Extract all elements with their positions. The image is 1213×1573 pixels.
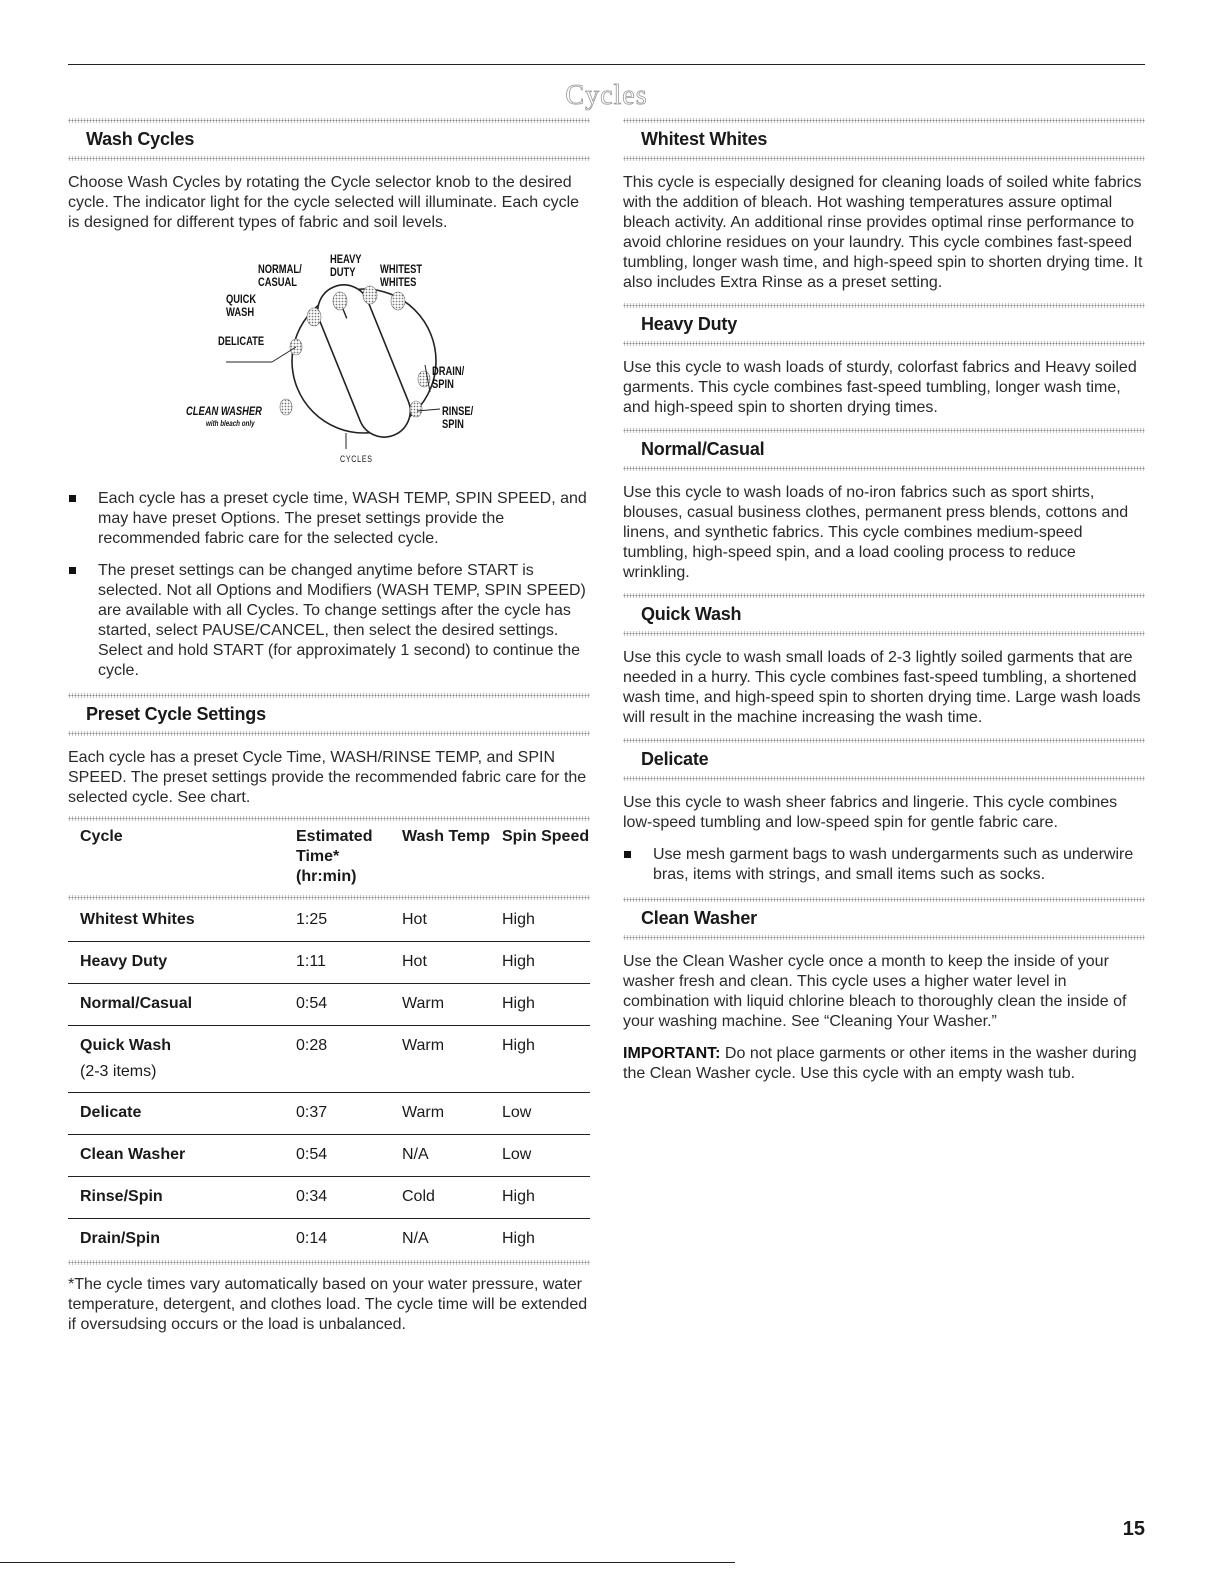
important-note [623, 1044, 1145, 1084]
table-header-row [68, 821, 590, 895]
divider [623, 466, 1145, 471]
dial-knob-icon [68, 237, 590, 477]
divider [623, 341, 1145, 346]
cycle-section [623, 303, 1145, 418]
table-row [68, 1093, 590, 1135]
dial-label-bleach-only: with bleach only [206, 419, 255, 428]
divider [68, 731, 590, 736]
cell-time: 1:25 [296, 911, 328, 928]
preset-cycle-table [68, 816, 590, 1265]
dial-label-normal: NORMAL/ CASUAL [258, 262, 302, 289]
cycle-name: Heavy Duty [80, 953, 168, 970]
bullet-square-icon [624, 851, 631, 858]
section-heading: Normal/Casual [641, 439, 765, 459]
cell-time: 0:54 [296, 1146, 328, 1163]
table-row [68, 1177, 590, 1219]
cell-spin: High [502, 995, 535, 1012]
section-paragraph: Use this cycle to wash loads of sturdy, colorfast fabrics and Heavy soiled garments. This cycle combines fast-speed tumbling, longer wash time, and high-speed spin to shorten drying times. [623, 359, 1137, 416]
cell-temp: Hot [402, 911, 427, 928]
section-heading: Clean Washer [641, 908, 757, 928]
table-footnote: *The cycle times vary automatically based on your water pressure, water temperature, detergent, and clothes load. The cycle time will be extended if oversudsing occurs or the load is unbalanced. [68, 1276, 588, 1333]
dial-label-drain: DRAIN/ SPIN [432, 364, 465, 391]
dial-label-rinse: RINSE/ SPIN [442, 404, 474, 431]
wash-cycles-intro: Choose Wash Cycles by rotating the Cycle selector knob to the desired cycle. The indicator light for the cycle selected will illuminate. Each cycle is designed for different types of fabric and soil levels. [68, 174, 580, 231]
divider [68, 1260, 590, 1265]
cell-cycle [68, 1187, 296, 1208]
preset-intro: Each cycle has a preset Cycle Time, WASH/RINSE TEMP, and SPIN SPEED. The preset settings provide the recommended fabric care for the selected cycle. See chart. [68, 749, 587, 806]
cycle-section [623, 738, 1145, 885]
section-paragraph: This cycle is especially designed for cleaning loads of soiled white fabrics with the addition of bleach. Hot washing temperatures assure optimal bleach activity. An additional rinse provides optimal rinse performance to avoid chlorine residues on your laundry. This cycle combines fast-speed tumbling, longer wash time, and high-speed spin to shorten drying time. It also includes Extra Rinse as a preset setting. [623, 174, 1143, 291]
cell-time: 1:11 [296, 953, 326, 970]
table-body [68, 900, 590, 1260]
right-column [623, 118, 1145, 1084]
cycle-name: Drain/Spin [80, 1230, 161, 1247]
divider [623, 631, 1145, 636]
section-bullets [623, 845, 1145, 885]
bullet-square-icon [69, 567, 76, 574]
cycle-section [623, 428, 1145, 583]
dial-label-delicate: DELICATE [218, 334, 265, 348]
cell-spin: Low [502, 1146, 532, 1163]
divider [623, 776, 1145, 781]
cell-time: 0:14 [296, 1230, 328, 1247]
cell-spin: High [502, 1037, 535, 1054]
wash-cycles-heading: Wash Cycles [86, 129, 195, 149]
cycle-name: Whitest Whites [80, 911, 195, 928]
dial-label-heavy: HEAVY DUTY [330, 252, 362, 279]
cell-temp: Warm [402, 1104, 445, 1121]
table-row [68, 1219, 590, 1260]
cycle-name: Clean Washer [80, 1146, 186, 1163]
list-item: The preset settings can be changed anytime before START is selected. Not all Options and Modifiers (WASH TEMP, SPIN SPEED) are available with all Cycles. To change settings after the cycle has started, select PAUSE/CANCEL, then select the desired settings. Select and hold START (for approximately 1 second) to continue the cycle. [68, 561, 590, 681]
col-header-time: Estimated Time* (hr:min) [296, 828, 373, 885]
col-header-cycle: Cycle [80, 828, 123, 845]
section-paragraph: Use this cycle to wash small loads of 2-3 lightly soiled garments that are needed in a hurry. This cycle combines fast-speed tumbling, a shortened wash time, and high-speed spin to shorten drying time. Large wash loads will result in the machine increasing the wash time. [623, 649, 1141, 726]
important-label: IMPORTANT: [623, 1045, 721, 1062]
dial-caption: CYCLES [340, 454, 373, 464]
cycle-bullets [68, 489, 590, 681]
dial-label-whitest: WHITEST WHITES [380, 262, 423, 289]
cell-time: 0:34 [296, 1188, 328, 1205]
cell-temp: Cold [402, 1188, 435, 1205]
preset-heading: Preset Cycle Settings [86, 704, 266, 724]
cell-spin: Low [502, 1104, 532, 1121]
cycle-name: Normal/Casual [80, 995, 193, 1012]
cycle-name: Delicate [80, 1104, 142, 1121]
section-paragraph: Use this cycle to wash loads of no-iron fabrics such as sport shirts, blouses, casual business clothes, permanent press blends, cottons and linens, and synthetic fabrics. This cycle combines medium-speed tumbling, high-speed spin, and a load cooling process to reduce wrinkling. [623, 484, 1129, 581]
cell-cycle [68, 994, 296, 1015]
page-title: Cycles [565, 80, 648, 111]
section-heading: Delicate [641, 749, 709, 769]
bottom-rule [0, 1562, 735, 1563]
section-heading: Quick Wash [641, 604, 742, 624]
cycle-selector-dial [68, 237, 590, 477]
page-number: 15 [1122, 1518, 1145, 1540]
divider [68, 156, 590, 161]
col-header-spin: Spin Speed [502, 828, 590, 845]
cell-spin: High [502, 1188, 535, 1205]
bullet-square-icon [69, 495, 76, 502]
divider [623, 935, 1145, 940]
cycle-section [623, 897, 1145, 1032]
cell-temp: Hot [402, 953, 427, 970]
cell-cycle [68, 1229, 296, 1250]
top-rule [68, 64, 1145, 65]
cell-cycle [68, 910, 296, 931]
dial-label-clean-washer: CLEAN WASHER [186, 404, 262, 418]
cell-time: 0:37 [296, 1104, 328, 1121]
cell-cycle [68, 1036, 296, 1082]
cell-temp: N/A [402, 1230, 429, 1247]
col-header-temp: Wash Temp [402, 828, 491, 845]
dial-label-quick: QUICK WASH [226, 292, 257, 319]
table-row [68, 900, 590, 942]
list-item: Each cycle has a preset cycle time, WASH TEMP, SPIN SPEED, and may have preset Options. The preset settings provide the recommended fabric care for the selected cycle. [68, 489, 590, 549]
divider [623, 156, 1145, 161]
table-row [68, 984, 590, 1026]
table-row [68, 1026, 590, 1093]
cycle-descriptions [623, 118, 1145, 1032]
cell-cycle [68, 952, 296, 973]
cell-spin: High [502, 953, 535, 970]
cell-spin: High [502, 911, 535, 928]
cell-spin: High [502, 1230, 535, 1247]
cycle-note: (2-3 items) [80, 1063, 157, 1080]
cell-temp: Warm [402, 995, 445, 1012]
cell-time: 0:54 [296, 995, 328, 1012]
cycle-name: Quick Wash [80, 1037, 171, 1054]
list-item: Use mesh garment bags to wash undergarments such as underwire bras, items with strings, and small items such as socks. [623, 845, 1145, 885]
section-paragraph: Use this cycle to wash sheer fabrics and lingerie. This cycle combines low-speed tumbling and low-speed spin for gentle fabric care. [623, 794, 1118, 831]
section-heading: Whitest Whites [641, 129, 768, 149]
left-column [68, 118, 590, 1351]
cell-temp: N/A [402, 1146, 429, 1163]
cycle-name: Rinse/Spin [80, 1188, 163, 1205]
cell-cycle [68, 1103, 296, 1124]
section-heading: Heavy Duty [641, 314, 738, 334]
cell-cycle [68, 1145, 296, 1166]
important-text: Do not place garments or other items in the washer during the Clean Washer cycle. Use this cycle with an empty wash tub. [623, 1045, 1137, 1082]
cycle-section [623, 118, 1145, 293]
cycle-section [623, 593, 1145, 728]
cell-temp: Warm [402, 1037, 445, 1054]
section-paragraph: Use the Clean Washer cycle once a month to keep the inside of your washer fresh and clean. This cycle uses a higher water level in combination with liquid chlorine bleach to thoroughly clean the inside of your washing machine. See “Cleaning Your Washer.” [623, 953, 1127, 1030]
table-row [68, 942, 590, 984]
cell-time: 0:28 [296, 1037, 328, 1054]
table-row [68, 1135, 590, 1177]
